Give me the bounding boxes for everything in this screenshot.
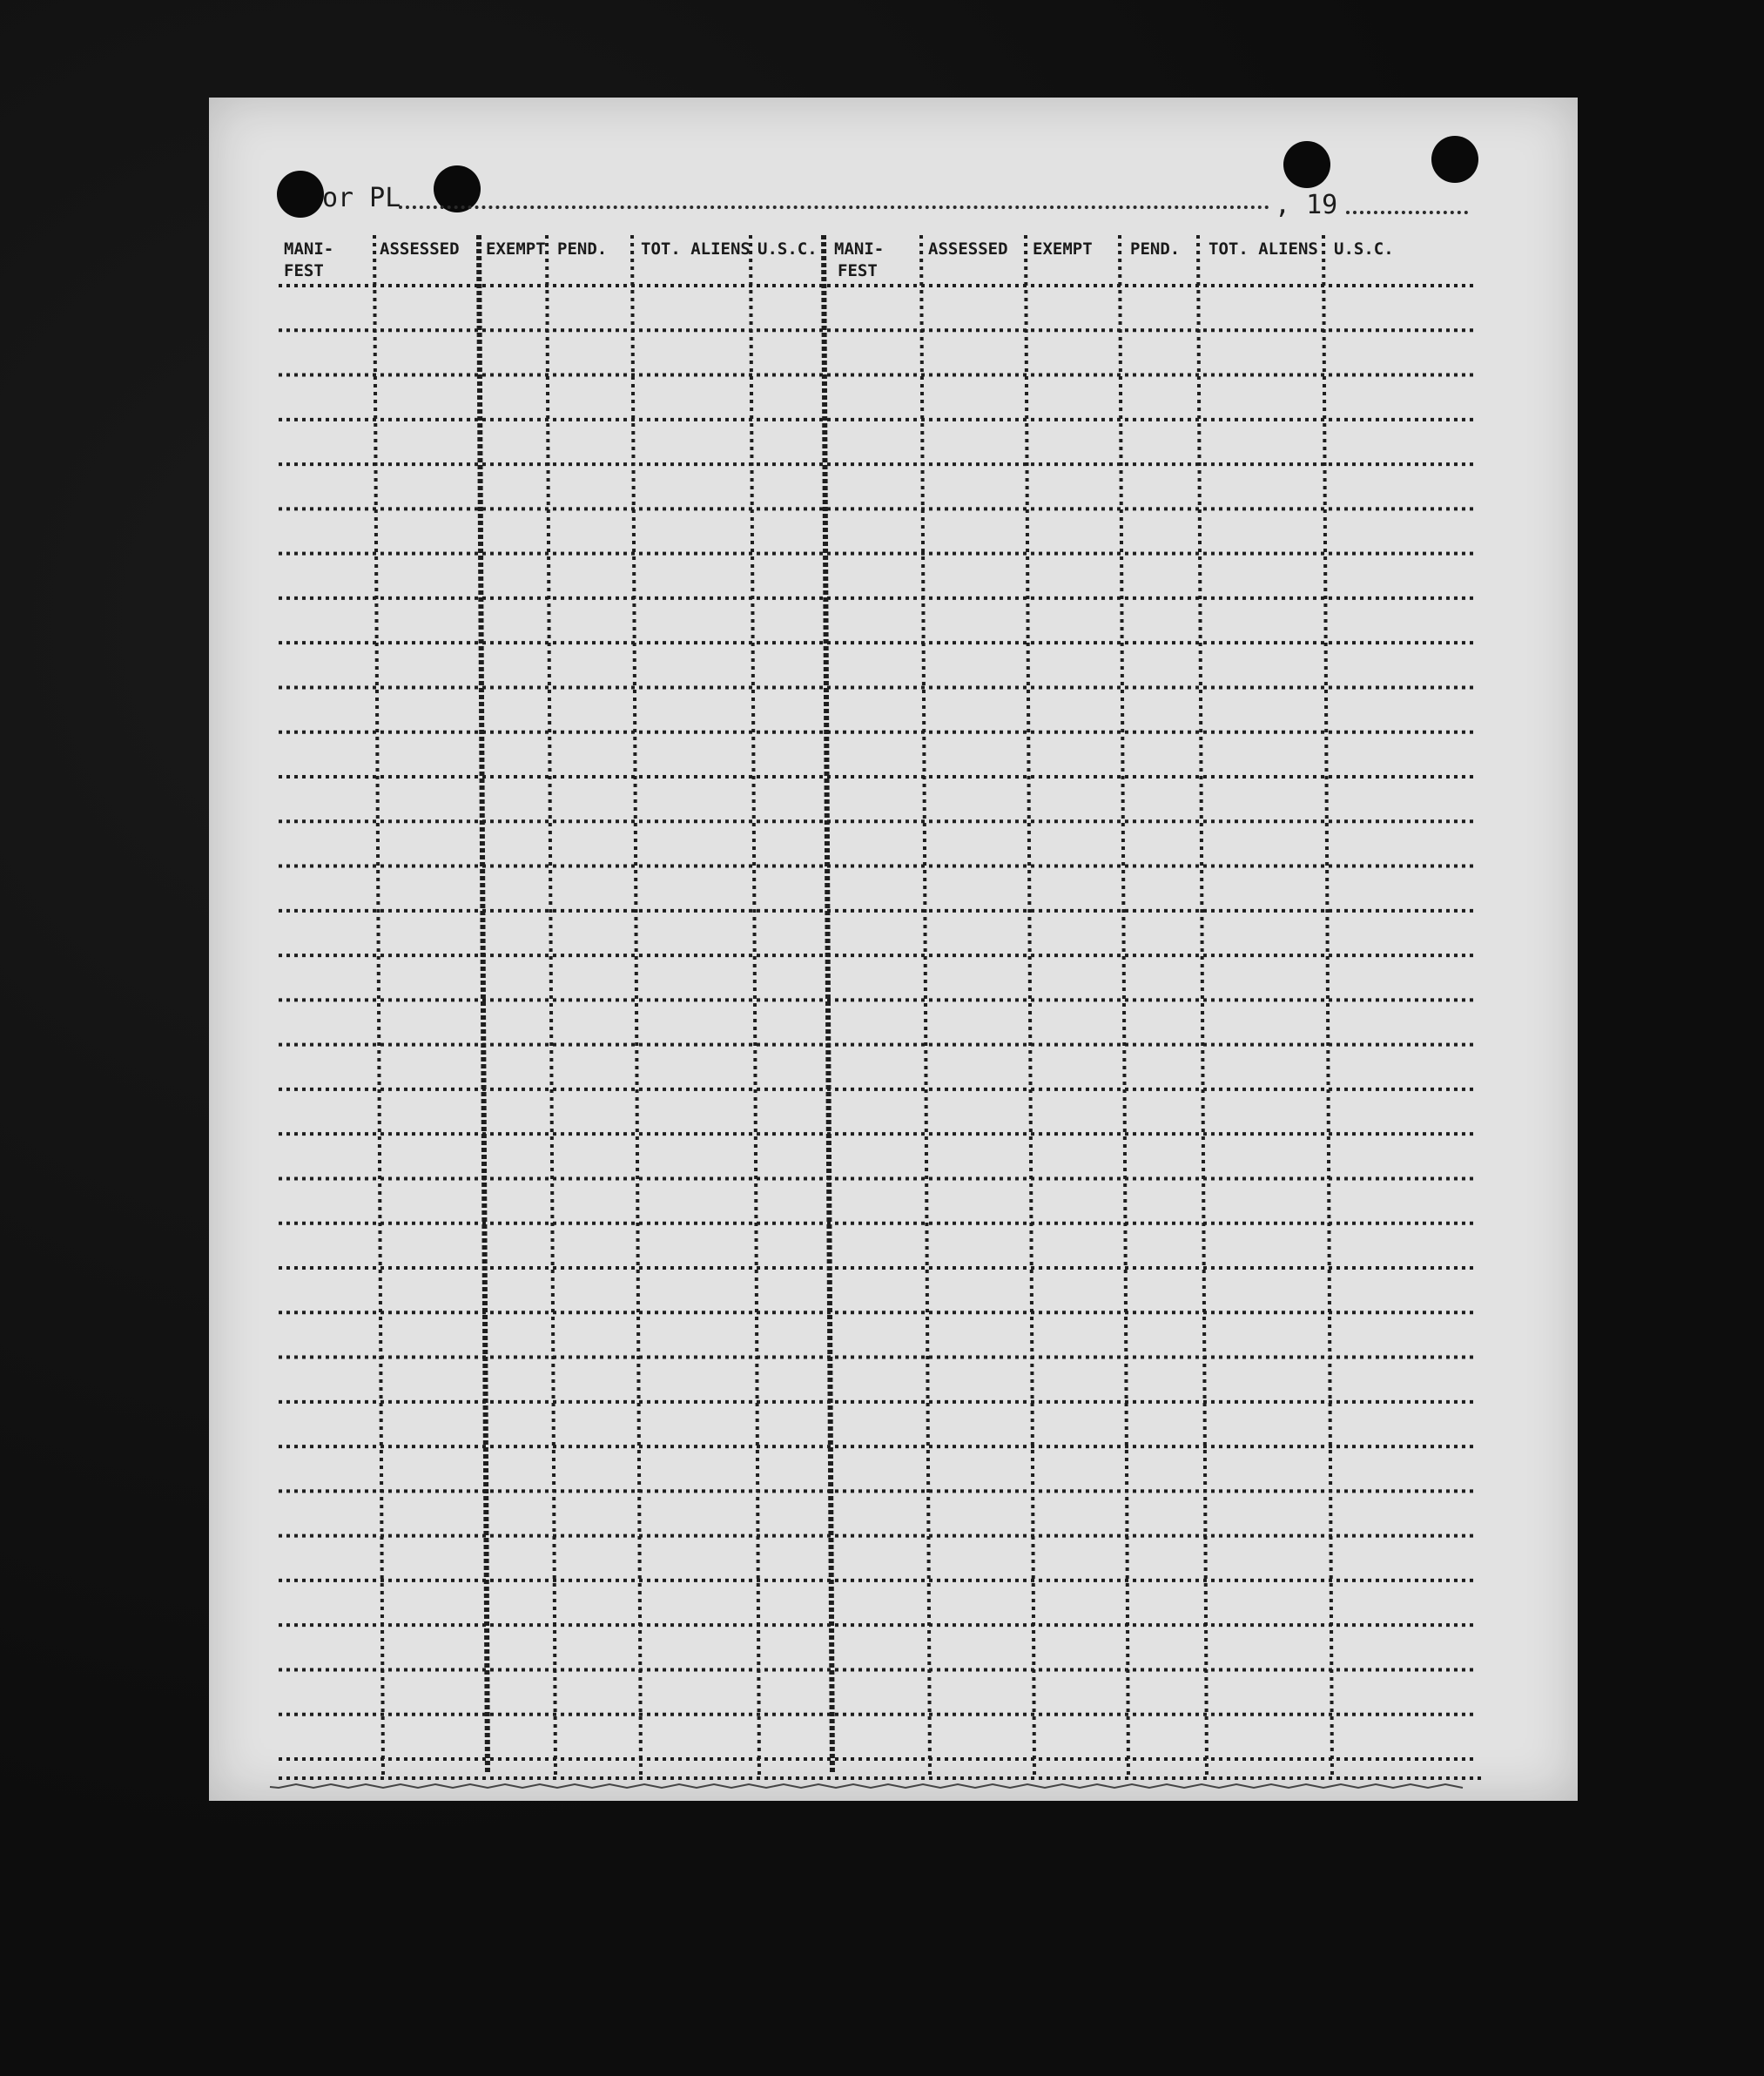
column-divider-line: [547, 235, 555, 1775]
col-head-left-exempt: EXEMPT: [486, 239, 546, 259]
column-divider-line: [1198, 235, 1207, 1775]
col-head-right-usc: U.S.C.: [1334, 239, 1394, 259]
column-divider-line: [1026, 235, 1034, 1775]
ledger-grid: [209, 98, 1578, 1801]
header-year-prefix: , 19: [1275, 190, 1338, 220]
col-head-left-manifest-1: MANI-: [284, 239, 334, 259]
col-head-right-manifest-1: MANI-: [834, 239, 885, 259]
col-head-right-exempt: EXEMPT: [1033, 239, 1093, 259]
header-prefix: or PL: [322, 183, 401, 213]
column-divider-line: [479, 235, 488, 1775]
column-divider-line: [1120, 235, 1128, 1775]
col-head-left-tot-aliens: TOT. ALIENS: [641, 239, 751, 259]
col-head-right-assessed: ASSESSED: [928, 239, 1008, 259]
column-divider-line: [824, 235, 832, 1775]
paper-bottom-edge: [270, 1784, 1463, 1788]
col-head-left-usc: U.S.C.: [757, 239, 818, 259]
column-divider-line: [374, 235, 383, 1775]
column-divider-line: [632, 235, 641, 1775]
col-head-right-tot-aliens: TOT. ALIENS: [1209, 239, 1318, 259]
col-head-right-pend: PEND.: [1130, 239, 1181, 259]
col-head-left-assessed: ASSESSED: [380, 239, 460, 259]
column-divider-line: [921, 235, 930, 1775]
ledger-form-sheet: [209, 98, 1578, 1801]
col-head-left-pend: PEND.: [557, 239, 608, 259]
col-head-left-manifest-2: FEST: [284, 261, 324, 280]
col-head-right-manifest-2: FEST: [838, 261, 878, 280]
column-divider-line: [751, 235, 759, 1775]
column-divider-line: [1323, 235, 1332, 1775]
